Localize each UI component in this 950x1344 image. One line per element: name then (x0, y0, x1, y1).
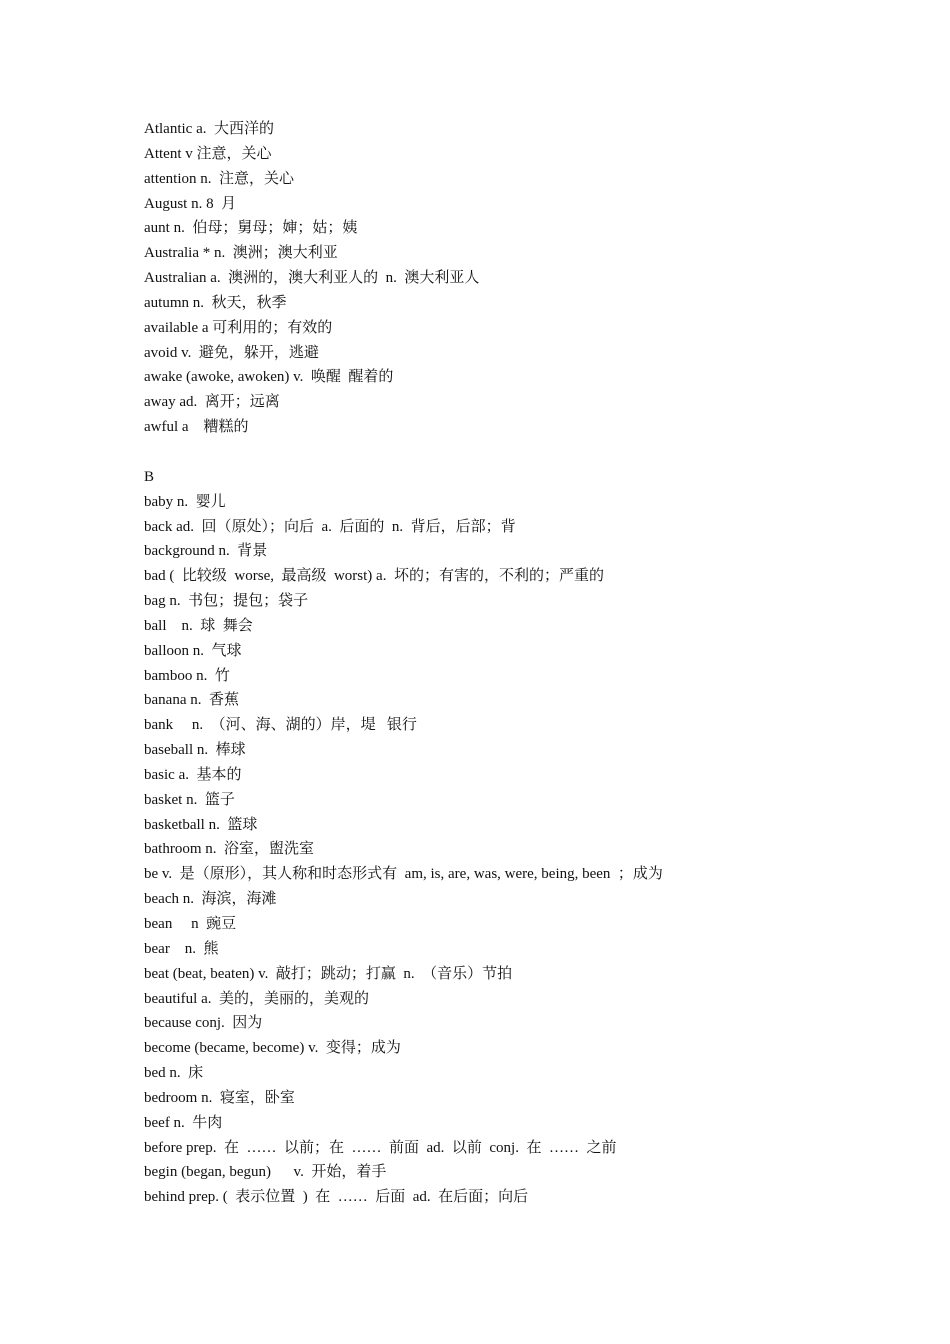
vocab-entry: Attent v 注意，关心 (144, 145, 272, 162)
vocab-entry: beef n. 牛肉 (144, 1114, 223, 1131)
vocab-entry: bedroom n. 寝室，卧室 (144, 1089, 295, 1106)
vocab-entry: basket n. 篮子 (144, 791, 235, 808)
vocab-entry: behind prep. ( 表示位置 ) 在 …… 后面 ad. 在后面；向后 (144, 1189, 529, 1206)
vocab-entry: Australian a. 澳洲的，澳大利亚人的 n. 澳大利亚人 (144, 270, 480, 287)
vocab-entry: bamboo n. 竹 (144, 667, 230, 684)
vocab-entry: bathroom n. 浴室，盥洗室 (144, 841, 314, 858)
vocab-entry: balloon n. 气球 (144, 642, 242, 659)
vocab-entry: because conj. 因为 (144, 1015, 263, 1032)
section-spacer (144, 440, 924, 465)
vocab-entry: begin (began, begun) v. 开始，着手 (144, 1164, 387, 1181)
vocab-entry: become (became, become) v. 变得；成为 (144, 1040, 401, 1057)
vocab-entry: bed n. 床 (144, 1065, 204, 1082)
vocab-entry: banana n. 香蕉 (144, 692, 239, 709)
vocab-entry: awful a 糟糕的 (144, 419, 249, 436)
vocab-entry: back ad. 回（原处）；向后 a. 后面的 n. 背后，后部；背 (144, 518, 516, 535)
vocab-entry: baby n. 婴儿 (144, 493, 226, 510)
vocab-entry: beat (beat, beaten) v. 敲打；跳动；打赢 n. （音乐）节拍 (144, 965, 513, 982)
vocab-entry: before prep. 在 …… 以前；在 …… 前面 ad. 以前 conj. 在 …… 之前 (144, 1139, 617, 1156)
vocabulary-list (144, 117, 924, 1210)
vocab-entry: attention n. 注意，关心 (144, 170, 294, 187)
vocab-entry: bag n. 书包；提包；袋子 (144, 593, 309, 610)
vocab-entry: avoid v. 避免，躲开，逃避 (144, 344, 319, 361)
vocab-entry: ball n. 球 舞会 (144, 617, 253, 634)
vocab-entry: bad ( 比较级 worse, 最高级 worst) a. 坏的；有害的，不利的；严重的 (144, 568, 604, 585)
vocab-entry: bear n. 熊 (144, 940, 219, 957)
vocab-entry: aunt n. 伯母；舅母；婶；姑；姨 (144, 220, 358, 237)
section-heading-b: B (144, 468, 155, 485)
vocab-entry: Atlantic a. 大西洋的 (144, 121, 274, 137)
vocab-entry: beautiful a. 美的，美丽的，美观的 (144, 990, 369, 1007)
vocab-entry: background n. 背景 (144, 543, 268, 560)
vocab-entry: basic a. 基本的 (144, 766, 242, 783)
vocab-entry: August n. 8 月 (144, 195, 237, 212)
vocab-entry: bean n 豌豆 (144, 916, 237, 932)
vocab-entry: available a 可利用的；有效的 (144, 319, 333, 336)
vocab-entry: away ad. 离开；远离 (144, 394, 280, 411)
vocab-entry: bank n. （河、海、湖的）岸，堤 银行 (144, 717, 417, 734)
vocab-entry: basketball n. 篮球 (144, 816, 258, 833)
vocab-entry: awake (awoke, awoken) v. 唤醒 醒着的 (144, 369, 394, 386)
vocab-entry: Australia * n. 澳洲；澳大利亚 (144, 245, 338, 262)
vocab-entry: be v. 是（原形），其人称和时态形式有 am, is, are, was, were, being, been ；成为 (144, 866, 663, 883)
vocab-entry: baseball n. 棒球 (144, 742, 246, 759)
vocab-entry: autumn n. 秋天，秋季 (144, 294, 287, 311)
vocab-entry: beach n. 海滨，海滩 (144, 891, 277, 908)
